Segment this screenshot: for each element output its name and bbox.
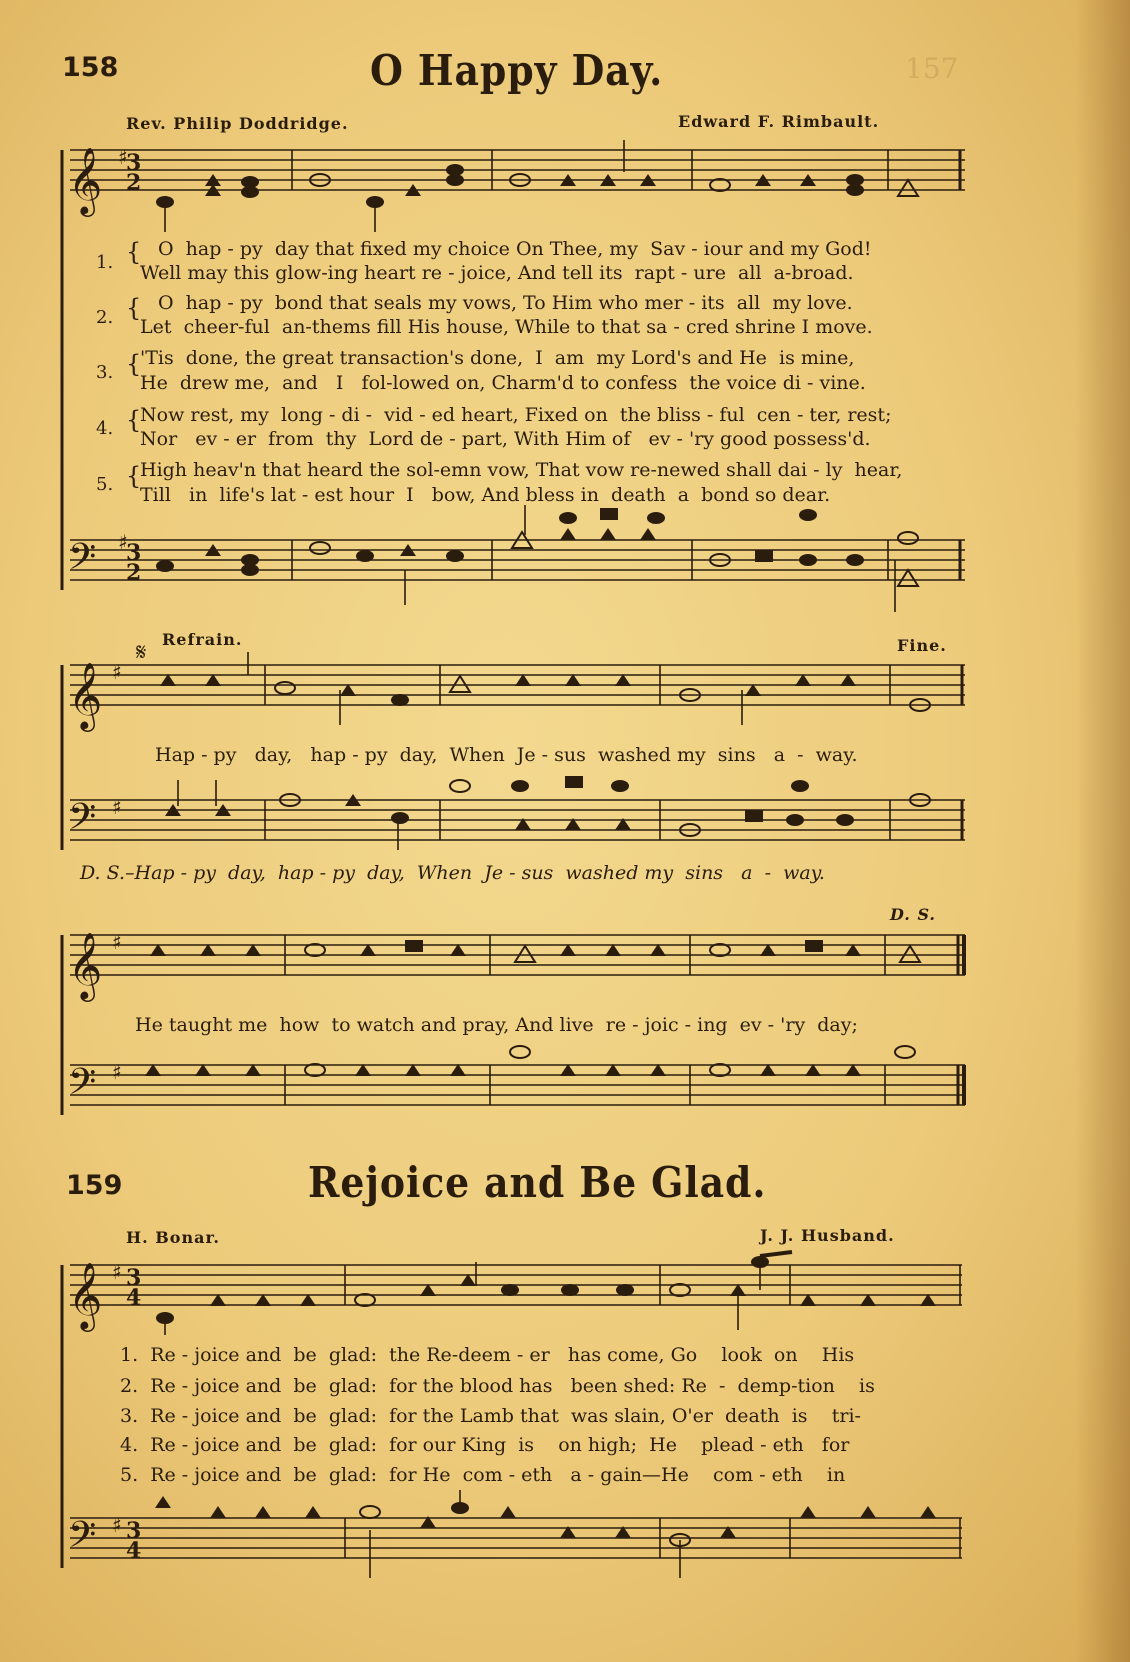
treble-clef-icon: 𝄞 <box>68 1261 103 1329</box>
bass-clef-icon: 𝄢 <box>68 1061 97 1112</box>
bass-clef-icon: 𝄢 <box>68 1514 97 1565</box>
svg-text:4: 4 <box>126 1538 142 1564</box>
svg-text:♯: ♯ <box>112 1260 122 1284</box>
time-signature-bottom: 2 <box>126 170 142 196</box>
svg-text:4: 4 <box>126 1285 142 1311</box>
verse-brace: { <box>126 350 142 378</box>
ds-lyric: D. S.–Hap - py day, hap - py day, When Je - sus washed my sins a - way. <box>80 862 825 884</box>
hymn-159-verse-1: 1. Re - joice and be glad: the Re-deem - er has come, Go look on His <box>120 1344 855 1366</box>
system1-bass-staff <box>70 540 965 580</box>
verse-5-line-2: Till in life's lat - est hour I bow, And bless in death a bond so dear. <box>140 484 831 506</box>
verse-brace: { <box>126 406 142 434</box>
fine-label: Fine. <box>897 636 947 655</box>
verse-number: 2. <box>96 307 114 328</box>
svg-text:3: 3 <box>126 1265 142 1291</box>
svg-text:2: 2 <box>126 560 142 586</box>
svg-text:3: 3 <box>126 540 142 566</box>
svg-text:♯: ♯ <box>118 530 128 554</box>
hymn-159-composer: J. J. Husband. <box>760 1226 895 1245</box>
refrain-lyric: Hap - py day, hap - py day, When Je - sus washed my sins a - way. <box>155 744 858 766</box>
verse-number: 4. <box>96 418 114 439</box>
verse-1-line-1: O hap - py day that fixed my choice On Thee, my Sav - iour and my God! <box>158 238 872 260</box>
hymn-159-verse-5: 5. Re - joice and be glad: for He com - eth a - gain—He com - eth in <box>120 1464 846 1486</box>
hymn-158-number: 158 <box>62 52 119 83</box>
verse-number: 1. <box>96 252 114 273</box>
svg-text:♯: ♯ <box>112 660 122 684</box>
svg-text:♯: ♯ <box>112 1060 122 1084</box>
bleed-through-page-number: 157 <box>905 52 959 85</box>
ds-label: D. S. <box>890 905 936 924</box>
treble-clef-icon: 𝄞 <box>68 931 103 999</box>
verse-4-line-1: Now rest, my long - di - vid - ed heart, Fixed on the bliss - ful cen - ter, rest; <box>140 404 892 426</box>
bass-clef-icon: 𝄢 <box>68 796 97 847</box>
treble-clef-icon: 𝄞 <box>68 661 103 729</box>
svg-text:♯: ♯ <box>118 145 128 169</box>
bass-clef-icon: 𝄢 <box>68 536 97 587</box>
refrain-label: Refrain. <box>162 630 243 649</box>
verse-2-line-1: O hap - py bond that seals my vows, To Him who mer - its all my love. <box>158 292 853 314</box>
hymn-159-verse-3: 3. Re - joice and be glad: for the Lamb that was slain, O'er death is tri- <box>120 1405 861 1427</box>
hymn-159-verse-4: 4. Re - joice and be glad: for our King is on high; He plead - eth for <box>120 1434 850 1456</box>
svg-text:♯: ♯ <box>112 1513 122 1537</box>
hymn-159-author: H. Bonar. <box>126 1228 220 1247</box>
time-signature-top: 3 <box>126 150 142 176</box>
verse-brace: { <box>126 238 142 266</box>
treble-clef-icon: 𝄞 <box>68 146 103 214</box>
hymn-158-composer: Edward F. Rimbault. <box>678 112 880 131</box>
hymn-158-title: O Happy Day. <box>370 46 664 95</box>
system1-treble-staff <box>70 150 965 190</box>
hymn-159-title: Rejoice and Be Glad. <box>308 1158 767 1207</box>
verse-brace: { <box>126 294 142 322</box>
hymn159-treble-staff <box>70 1265 962 1305</box>
verse-3-line-2: He drew me, and I fol-lowed on, Charm'd to confess the voice di - vine. <box>140 372 866 394</box>
verse-number: 3. <box>96 362 114 383</box>
verse-5-line-1: High heav'n that heard the sol-emn vow, That vow re-newed shall dai - ly hear, <box>140 459 903 481</box>
svg-text:♯: ♯ <box>112 930 122 954</box>
verse-3-line-1: 'Tis done, the great transaction's done, I am my Lord's and He is mine, <box>140 347 855 369</box>
svg-text:3: 3 <box>126 1518 142 1544</box>
verse-brace: { <box>126 462 142 490</box>
segno-icon: 𝄋 <box>136 638 147 666</box>
verse-2-line-2: Let cheer-ful an-thems fill His house, While to that sa - cred shrine I move. <box>140 316 873 338</box>
bridge-lyric: He taught me how to watch and pray, And live re - joic - ing ev - 'ry day; <box>135 1014 858 1036</box>
hymn-158-author: Rev. Philip Doddridge. <box>126 114 349 133</box>
hymn159-bass-staff <box>70 1518 962 1558</box>
svg-text:♯: ♯ <box>112 795 122 819</box>
hymn-159-number: 159 <box>66 1170 123 1201</box>
hymn-159-verse-2: 2. Re - joice and be glad: for the blood has been shed: Re - demp-tion is <box>120 1375 875 1397</box>
verse-4-line-2: Nor ev - er from thy Lord de - part, With Him of ev - 'ry good possess'd. <box>140 428 871 450</box>
verse-number: 5. <box>96 474 114 495</box>
verse-1-line-2: Well may this glow-ing heart re - joice, And tell its rapt - ure all a-broad. <box>140 262 854 284</box>
system2-bass-staff <box>70 800 965 840</box>
